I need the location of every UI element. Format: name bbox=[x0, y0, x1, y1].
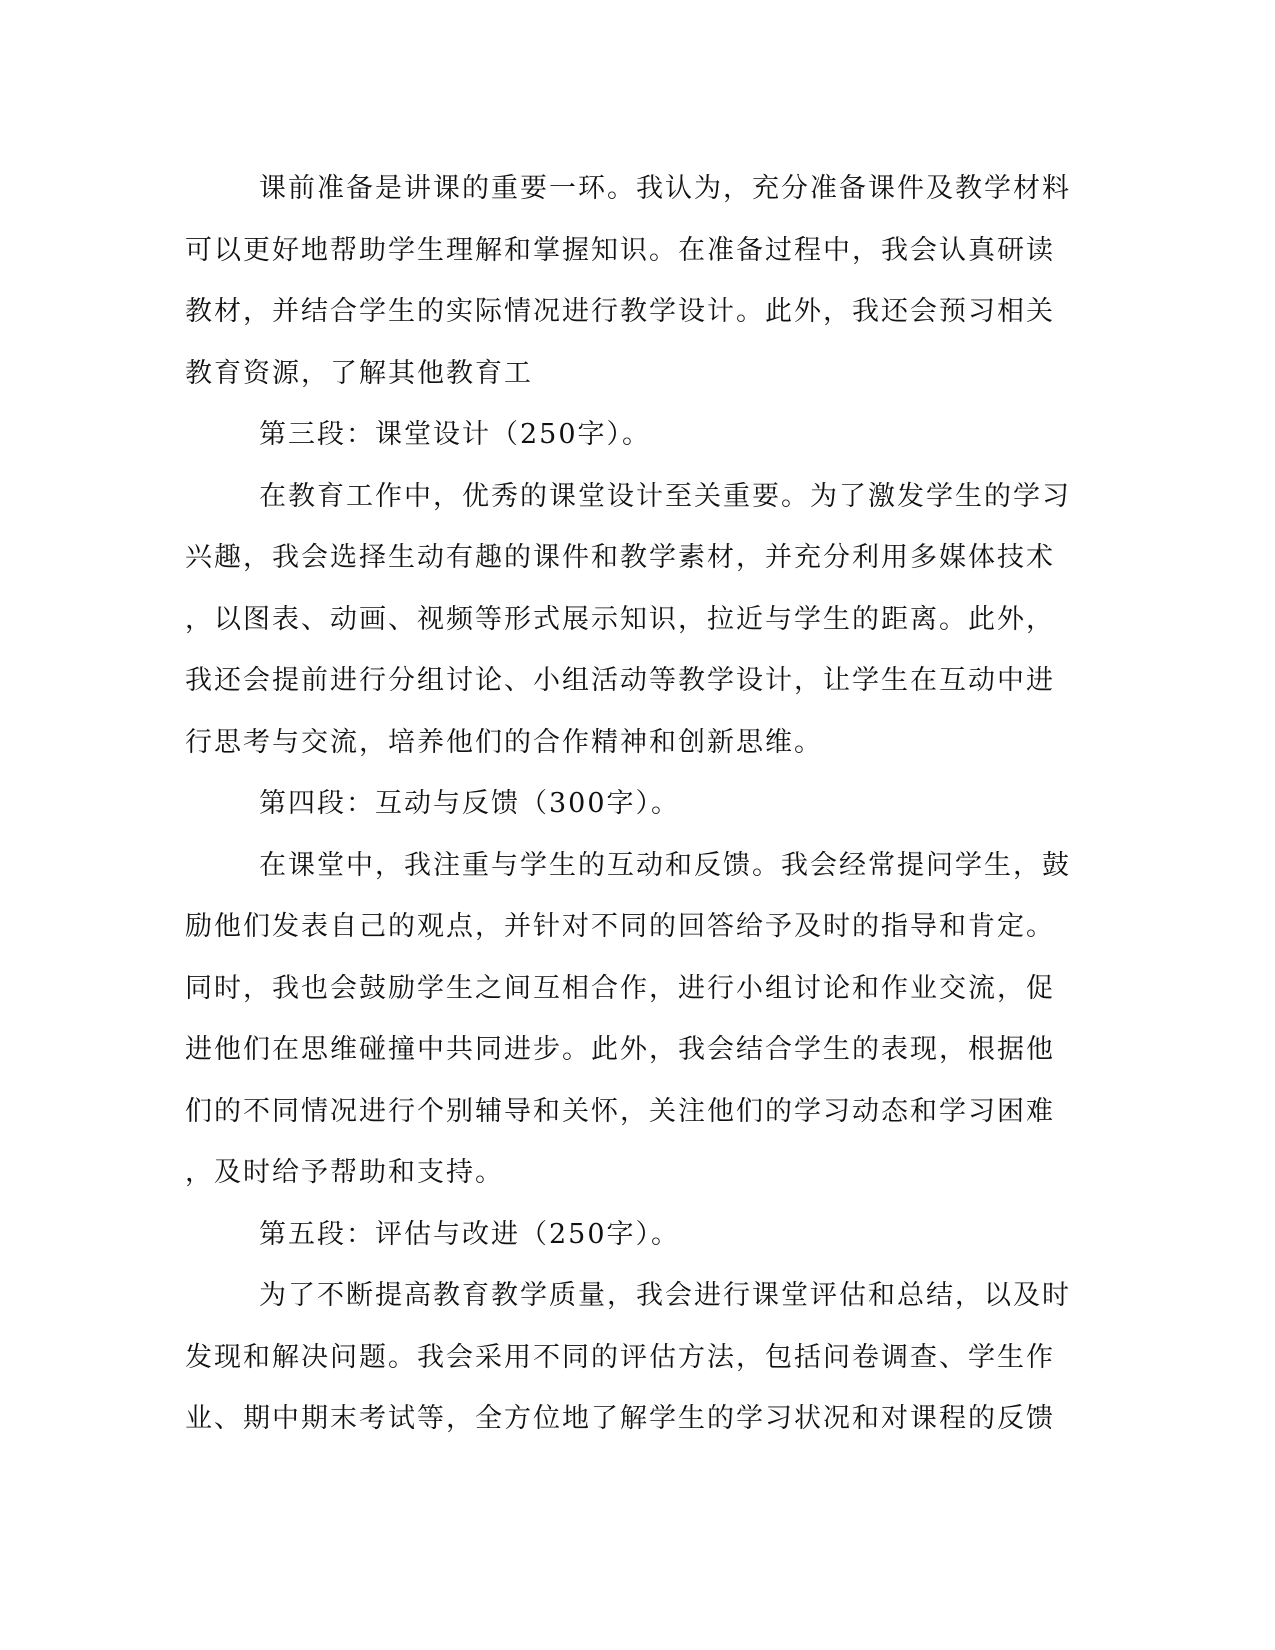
section-heading: 第四段：互动与反馈（300字）。 bbox=[259, 788, 681, 819]
paragraph-line: 课前准备是讲课的重要一环。我认为，充分准备课件及教学材料 bbox=[259, 173, 1071, 204]
section-heading: 第三段：课堂设计（250字）。 bbox=[259, 419, 652, 450]
paragraph-line: 进他们在思维碰撞中共同进步。此外，我会结合学生的表现，根据他 bbox=[185, 1034, 1055, 1065]
paragraph-line: 教育资源，了解其他教育工 bbox=[185, 357, 533, 389]
paragraph-line: 可以更好地帮助学生理解和掌握知识。在准备过程中，我会认真研读 bbox=[185, 234, 1055, 266]
paragraph-line: ，及时给予帮助和支持。 bbox=[185, 1157, 504, 1188]
paragraph-line: 我还会提前进行分组讨论、小组活动等教学设计，让学生在互动中进 bbox=[185, 665, 1055, 696]
paragraph-line: 教材，并结合学生的实际情况进行教学设计。此外，我还会预习相关 bbox=[185, 296, 1055, 327]
paragraph-line: 行思考与交流，培养他们的合作精神和创新思维。 bbox=[185, 726, 823, 758]
paragraph-line: 发现和解决问题。我会采用不同的评估方法，包括问卷调查、学生作 bbox=[185, 1341, 1055, 1373]
paragraph-line: ，以图表、动画、视频等形式展示知识，拉近与学生的距离。此外， bbox=[185, 603, 1055, 635]
paragraph-line: 在课堂中，我注重与学生的互动和反馈。我会经常提问学生，鼓 bbox=[259, 849, 1071, 881]
paragraph-line: 同时，我也会鼓励学生之间互相合作，进行小组讨论和作业交流，促 bbox=[185, 972, 1055, 1004]
document-body bbox=[185, 158, 1071, 1450]
paragraph-line: 励他们发表自己的观点，并针对不同的回答给予及时的指导和肯定。 bbox=[185, 911, 1055, 942]
paragraph-line: 业、期中期末考试等，全方位地了解学生的学习状况和对课程的反馈 bbox=[185, 1403, 1055, 1434]
paragraph-line: 在教育工作中，优秀的课堂设计至关重要。为了激发学生的学习 bbox=[259, 480, 1071, 512]
paragraph-line: 兴趣，我会选择生动有趣的课件和教学素材，并充分利用多媒体技术 bbox=[185, 542, 1055, 573]
section-heading: 第五段：评估与改进（250字）。 bbox=[259, 1218, 681, 1250]
paragraph-line: 为了不断提高教育教学质量，我会进行课堂评估和总结，以及时 bbox=[259, 1280, 1071, 1311]
paragraph-line: 们的不同情况进行个别辅导和关怀，关注他们的学习动态和学习困难 bbox=[185, 1095, 1055, 1127]
